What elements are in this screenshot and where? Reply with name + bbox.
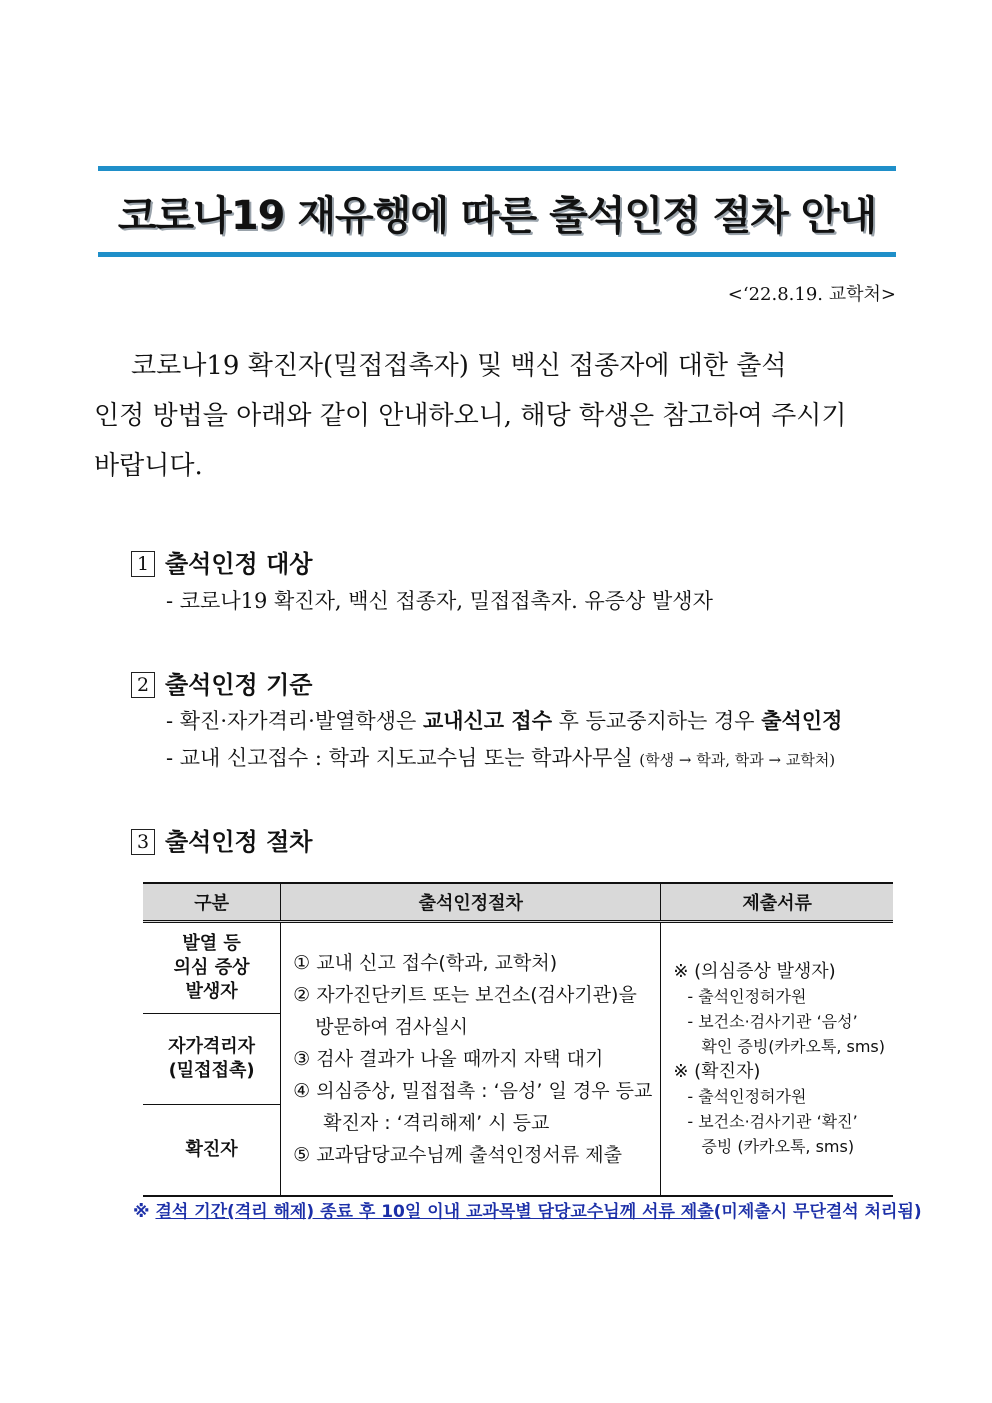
procedure-step: ③ 검사 결과가 나올 때까지 자택 대기 bbox=[293, 1048, 604, 1070]
bold-span: 교내신고 접수 bbox=[422, 708, 552, 733]
section-number: 2 bbox=[131, 672, 155, 698]
section-number: 3 bbox=[131, 829, 155, 855]
title-bottom-rule bbox=[98, 252, 896, 257]
procedure-cell bbox=[281, 922, 661, 1197]
section-2-heading bbox=[131, 665, 312, 700]
footnote-tail: (미제출시 무단결석 처리됨) bbox=[713, 1202, 922, 1222]
documents-item: 확인 증빙(카카오톡, sms) bbox=[701, 1037, 886, 1056]
procedure-step: ⑤ 교과담당교수님께 출석인정서류 제출 bbox=[293, 1144, 622, 1166]
document-date: <‘22.8.19. 교학처> bbox=[727, 284, 896, 305]
procedure-step: ② 자가진단키트 또는 보건소(검사기관)을 bbox=[293, 984, 637, 1006]
documents-item: - 출석인정허가원 bbox=[687, 1087, 807, 1106]
text-span: - 확진·자가격리·발열학생은 bbox=[166, 709, 423, 733]
text-span: 후 등교중지하는 경우 bbox=[551, 709, 762, 733]
header-procedure: 출석인정절차 bbox=[281, 883, 661, 922]
section-3-heading bbox=[131, 822, 312, 857]
section-title: 출석인정 대상 bbox=[165, 549, 313, 578]
intro-line-2: 인정 방법을 아래와 같이 안내하오니, 해당 학생은 참고하여 주시기 bbox=[94, 401, 847, 431]
section-2-line-1 bbox=[166, 705, 842, 735]
small-span: (학생 → 학과, 학과 → 교학처) bbox=[639, 751, 836, 769]
section-title: 출석인정 기준 bbox=[165, 670, 313, 699]
section-number: 1 bbox=[131, 551, 155, 577]
footnote bbox=[133, 1197, 922, 1222]
header-documents: 제출서류 bbox=[661, 883, 893, 922]
bold-span: 출석인정 bbox=[761, 708, 843, 733]
text-span: - 교내 신고접수 : 학과 지도교수님 또는 학과사무실 bbox=[166, 746, 640, 770]
section-1-heading bbox=[131, 544, 312, 579]
category-cell: 발열 등 의심 증상 발생자 bbox=[143, 922, 281, 1014]
documents-item: 증빙 (카카오톡, sms) bbox=[701, 1137, 855, 1156]
table-row bbox=[143, 922, 893, 1014]
section-2-line-2 bbox=[166, 742, 835, 772]
documents-item: - 보건소·검사기관 ‘음성’ bbox=[687, 1012, 858, 1031]
footnote-text: 결석 기간(격리 해제) 종료 후 10일 이내 교과목별 담당교수님께 서류 제출 bbox=[155, 1202, 714, 1222]
table-header-row bbox=[143, 883, 893, 922]
footnote-mark: ※ bbox=[133, 1202, 156, 1222]
section-1-line: - 코로나19 확진자, 백신 접종자, 밀접접촉자. 유증상 발생자 bbox=[166, 589, 713, 613]
category-cell: 확진자 bbox=[143, 1105, 281, 1197]
documents-item: - 출석인정허가원 bbox=[687, 987, 807, 1006]
category-cell: 자가격리자 (밀접접촉) bbox=[143, 1014, 281, 1105]
header-category: 구분 bbox=[143, 883, 281, 922]
section-title: 출석인정 절차 bbox=[165, 827, 313, 856]
procedure-step: 방문하여 검사실시 bbox=[315, 1016, 469, 1038]
documents-item: - 보건소·검사기관 ‘확진’ bbox=[687, 1112, 858, 1131]
procedure-step: ① 교내 신고 접수(학과, 교학처) bbox=[293, 952, 558, 974]
documents-group-head: ※ (의심증상 발생자) bbox=[673, 961, 836, 982]
procedure-step: 확진자 : ‘격리해제’ 시 등교 bbox=[323, 1112, 550, 1134]
documents-cell bbox=[661, 922, 893, 1197]
procedure-step: ④ 의심증상, 밀접접촉 : ‘음성’ 일 경우 등교 bbox=[293, 1080, 653, 1102]
intro-line-3: 바랍니다. bbox=[94, 451, 203, 481]
procedure-table bbox=[143, 882, 893, 1197]
document-title: 코로나19 재유행에 따른 출석인정 절차 안내 bbox=[117, 193, 877, 239]
intro-line-1: 코로나19 확진자(밀접접촉자) 및 백신 접종자에 대한 출석 bbox=[131, 351, 787, 381]
documents-group-head: ※ (확진자) bbox=[673, 1061, 761, 1082]
title-top-rule bbox=[98, 166, 896, 171]
